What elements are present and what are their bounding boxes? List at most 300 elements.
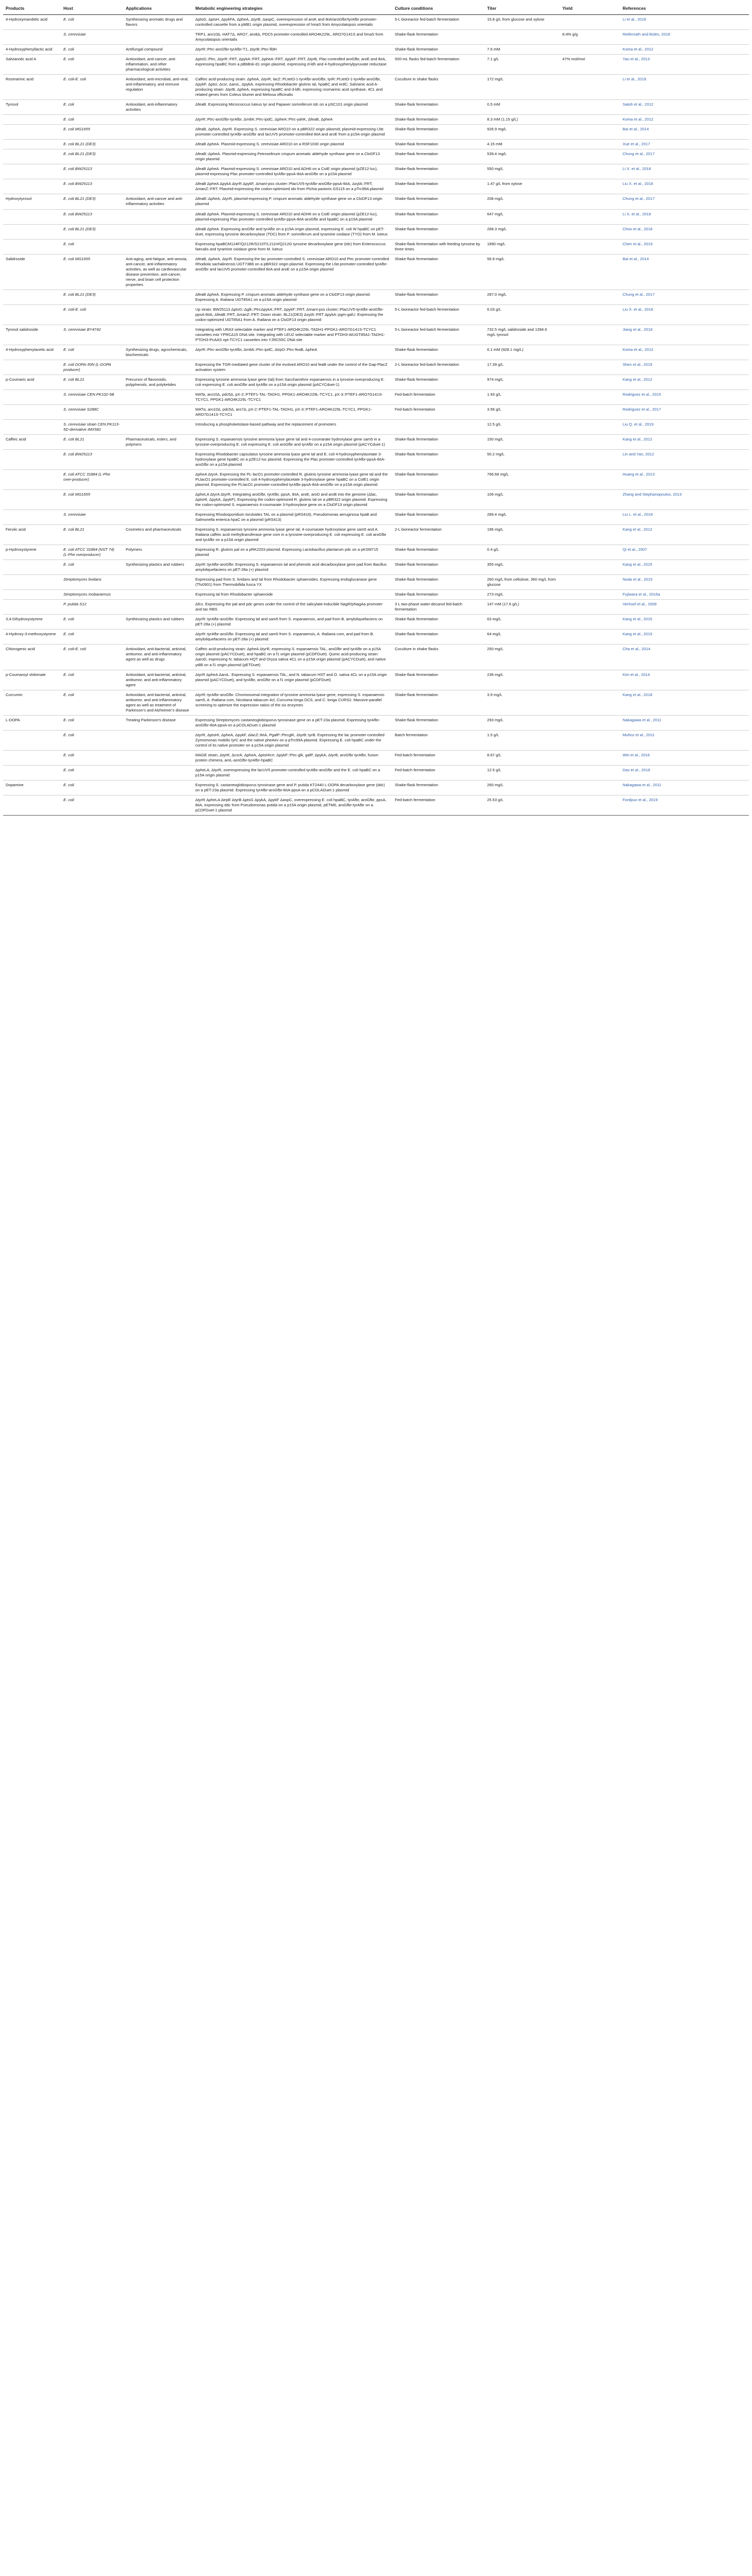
titer-cell: 56.9 mg/L bbox=[484, 254, 560, 290]
table-row bbox=[3, 780, 749, 795]
strategy-cell: ΔfeaB ΔpheA. Expressing P. crispum aromatic aldehyde synthase gene on a CloDF13 origin plasmid. Expressing A. thaliana UGT85A1 on a p15A origin plasmid bbox=[193, 290, 392, 304]
reference-cell[interactable]: Li et al., 2016 bbox=[620, 15, 749, 30]
table-row bbox=[3, 600, 749, 615]
product-cell: Dopamine bbox=[3, 780, 61, 795]
reference-cell[interactable]: Rodriguez et al., 2017 bbox=[620, 404, 749, 419]
titer-cell: 1.47 g/L from xylose bbox=[484, 179, 560, 194]
culture-cell: Shake-flask fermentation bbox=[392, 435, 484, 450]
table-row bbox=[3, 375, 749, 389]
product-cell bbox=[3, 239, 61, 254]
strategy-cell: ΔfeaB. Expressing Micrococcus luteus tyr and Papaver somniferum tdc on a pSC101 origin plasmid bbox=[193, 100, 392, 115]
yield-cell bbox=[560, 590, 620, 600]
applications-cell: Antioxidant, anti-bacterial, antiviral, antitumor, and anti-inflammatory agent as well as drugs bbox=[123, 645, 193, 670]
reference-cell[interactable]: Verhoef et al., 2009 bbox=[620, 600, 749, 615]
yield-cell bbox=[560, 75, 620, 100]
yield-cell bbox=[560, 645, 620, 670]
reference-cell[interactable]: Kang et al., 2012 bbox=[620, 525, 749, 545]
yield-cell bbox=[560, 209, 620, 224]
product-cell bbox=[3, 224, 61, 239]
applications-cell bbox=[123, 30, 193, 45]
product-cell: Hydroxytyrosol bbox=[3, 194, 61, 209]
culture-cell: Shake-flask fermentation bbox=[392, 254, 484, 290]
strategy-cell: Caffeic acid-producing strain: ΔpheA, ΔtyrR, lacZ::PLtetO-1-tyrAfbr-aroGfbr, tyrR::PLtetO-1-tyrAfbr-aroGfbr, ΔpykF, ΔptsI, Δcsr, ΔaroL, ΔpykA, expressing Rhodobacter glutinis tal, hpaBC and erdC; Salvianic acid A-producing strain: ΔtyrB, ΔpheA, expressing hpaBC and d-ldh; expressing rosmarinic acid synthase, 4CL and related genes from Coleus blumei and Melissa officinalis bbox=[193, 75, 392, 100]
yield-cell bbox=[560, 100, 620, 115]
strategy-cell: ΔtyrR::tyrAfbr-aroGfbr. Expressing tal and sam5 from S. espanaensis, A. thaliana com, and pad from B. amyloliquefaciens on pET-28a (+) plasmid bbox=[193, 630, 392, 645]
culture-cell: Shake-flask fermentation bbox=[392, 194, 484, 209]
header-host: Host bbox=[61, 3, 123, 15]
product-cell bbox=[3, 125, 61, 140]
reference-cell[interactable]: Bai et al., 2014 bbox=[620, 125, 749, 140]
reference-cell[interactable]: Liu X. et al., 2018 bbox=[620, 304, 749, 325]
table-row bbox=[3, 389, 749, 404]
applications-cell bbox=[123, 149, 193, 164]
strategy-cell: ΔfeaB ΔpheA ΔpykA ΔtyrR ΔpykF, ΔmanI-pss cluster::PlacUV5-tyrAfbr-aroGfbr-ppsA-tktA, ΔxylA::FRT, ΔmanZ::FRT. Plasmid-expressing the codon-optimized ido from Pichia pastoris GS115 on a pTrc99A plasmid bbox=[193, 179, 392, 194]
strategy-cell: ΔfeaB ΔpheA. Plasmid-expressing S. cerevisiae ARO10 and ADH6 on a CoIE origin plasmid (pZE12-luc), plasmid-expressing Plac promoter-controlled tyrAfbr-ppsA-tktA-aroGfbr on a p15A plasmid bbox=[193, 164, 392, 179]
product-cell bbox=[3, 149, 61, 164]
applications-cell bbox=[123, 140, 193, 149]
strategy-cell: ΔtyrR::Ptrc-aroGfbr-tyrAfbr, ΔmtlA::Ptrc-ipdC, ΔtrpD::Ptrc-feaB, ΔpheA bbox=[193, 345, 392, 360]
reference-cell[interactable]: Huang et al., 2013 bbox=[620, 470, 749, 490]
titer-cell: 50.2 mg/L bbox=[484, 450, 560, 470]
titer-cell: 172 mg/L bbox=[484, 75, 560, 100]
table-row bbox=[3, 750, 749, 765]
strategy-cell: ΔtyrR::tyrAfbr-aroGfbr. Expressing S. espanaensis tal and phenolic acid decarboxylase gene pad from Bacillus amyloliquefaciens on pET-28a (+) plasmid bbox=[193, 560, 392, 575]
yield-cell bbox=[560, 490, 620, 510]
titer-cell: 287.0 mg/L bbox=[484, 290, 560, 304]
culture-cell: Coculture in shake flasks bbox=[392, 645, 484, 670]
yield-cell bbox=[560, 254, 620, 290]
product-cell bbox=[3, 600, 61, 615]
strategy-cell: ΔptsG, ΔptsH, ΔpykFA, ΔpheA, ΔtyrB, ΔaspC, overexpression of aroK and tktA/aroGfbr/tyrAfbr promoter-controlled cassette from a pMB1 origin plasmid, overexpression of hmaS from Amycolatopsis orientalis bbox=[193, 15, 392, 30]
titer-cell: 12.5 g/L bbox=[484, 765, 560, 780]
applications-cell: Cosmetics and pharmaceuticals bbox=[123, 525, 193, 545]
strategy-cell: ΔtyrR::tyrAfbr-aroGfbr. Chromosomal integration of tyrosine ammonia lyase gene, expressing S. espanaensis sam5, A. thaliana com, Nicotiana tabacum 4cl, Curcuma longa DCS, and C. longa CURS2. Massive-parallel screening to optimize the expression ratios of the six enzymes bbox=[193, 690, 392, 715]
yield-cell: 47% mol/mol bbox=[560, 55, 620, 75]
strategy-cell: Expressing tyrosine ammonia lyase gene (tal) from Saccharothrix espanaensis in a tyrosine-overproducing E. coli expressing E. coli aroGfbr and tyrAfbr on a p15A origin plasmid (pACYCduet-1) bbox=[193, 375, 392, 389]
strategy-cell: Expressing the TGR-mediated gene cluster of the evolved ARO10 and feaB under the control of the Gap-PlacZ activation system bbox=[193, 360, 392, 375]
applications-cell bbox=[123, 164, 193, 179]
table-row bbox=[3, 645, 749, 670]
table-row bbox=[3, 419, 749, 434]
culture-cell: Shake-flask fermentation bbox=[392, 615, 484, 630]
reference-cell[interactable]: Xue et al., 2017 bbox=[620, 140, 749, 149]
reference-cell[interactable]: Bai et al., 2014 bbox=[620, 254, 749, 290]
reference-cell[interactable]: Koma et al., 2012 bbox=[620, 45, 749, 55]
table-row bbox=[3, 690, 749, 715]
strategy-cell: ΔtyrR::tyrAfbr-aroGfbr. Expressing tal and sam5 from S. espanaensis, and pad from B. amyloliquefaciens on pET-28a (+) plasmid bbox=[193, 615, 392, 630]
titer-cell: 766.68 mg/L bbox=[484, 470, 560, 490]
applications-cell bbox=[123, 419, 193, 434]
table-row bbox=[3, 615, 749, 630]
titer-cell: 7.1 g/L bbox=[484, 55, 560, 75]
culture-cell: 2-L bioreactor fed-batch fermentation bbox=[392, 360, 484, 375]
reference-cell[interactable]: Fordjour et al., 2019 bbox=[620, 795, 749, 815]
reference-cell[interactable]: Zhang and Stephanopoulos, 2013 bbox=[620, 490, 749, 510]
host-cell: E. coli BL21 (DE3) bbox=[61, 140, 123, 149]
culture-cell: Shake-flask fermentation bbox=[392, 209, 484, 224]
table-row bbox=[3, 590, 749, 600]
culture-cell: Shake-flask fermentation bbox=[392, 45, 484, 55]
table-row bbox=[3, 435, 749, 450]
strategy-cell: ΔpheA ΔtyrA. Expressing the PL-lacO1 promoter-controlled R. glutinis tyrosine ammonia lyase gene tal and the PLlacO1 promoter-controlled E. coli 4-hydroxyphenylacetate 3-hydroxylase gene hpaBC on a ColE1 origin plasmid. Expressing the PLlacO1 promoter-controlled tyrAfbr-ppsA-tktA-aroGfbr on a p15A origin plasmid bbox=[193, 470, 392, 490]
reference-cell[interactable]: Fujiwara et al., 2016a bbox=[620, 590, 749, 600]
host-cell: Streptomyces mobaraensis bbox=[61, 590, 123, 600]
header-references: References bbox=[620, 3, 749, 15]
culture-cell: 500-mL flasks fed-batch fermentation bbox=[392, 55, 484, 75]
product-cell: 4-Hydroxyphenylacetic acid bbox=[3, 345, 61, 360]
table-page bbox=[0, 0, 752, 816]
strategy-cell: ΔfeaB::ΔpheA. Plasmid-expressing Petroselinum crispum aromatic aldehyde synthase gene on a CloDF13 origin plasmid bbox=[193, 149, 392, 164]
titer-cell: 64 mg/L bbox=[484, 630, 560, 645]
applications-cell: Antioxidant, anti-inflammatory activities bbox=[123, 100, 193, 115]
reference-cell[interactable]: Choo et al., 2018 bbox=[620, 224, 749, 239]
culture-cell: Shake-flask fermentation bbox=[392, 345, 484, 360]
host-cell: S. cerevisiae bbox=[61, 510, 123, 525]
reference-cell[interactable]: Cha et al., 2014 bbox=[620, 645, 749, 670]
applications-cell: Synthesizing plastics and rubbers bbox=[123, 560, 193, 575]
yield-cell bbox=[560, 179, 620, 194]
product-cell bbox=[3, 575, 61, 590]
yield-cell bbox=[560, 690, 620, 715]
reference-cell[interactable]: Liu Q. et al., 2019 bbox=[620, 419, 749, 434]
host-cell: E. coli MG1655 bbox=[61, 490, 123, 510]
product-cell bbox=[3, 30, 61, 45]
table-row bbox=[3, 100, 749, 115]
yield-cell bbox=[560, 795, 620, 815]
culture-cell: Shake-flask fermentation bbox=[392, 224, 484, 239]
titer-cell: 63 mg/L bbox=[484, 615, 560, 630]
host-cell: E. coli-E. coli bbox=[61, 645, 123, 670]
reference-cell[interactable]: Nakagawa et al., 2011 bbox=[620, 715, 749, 730]
header-titer: Titer bbox=[484, 3, 560, 15]
yield-cell bbox=[560, 375, 620, 389]
titer-cell: 1.93 g/L bbox=[484, 389, 560, 404]
reference-cell[interactable]: Chung et al., 2017 bbox=[620, 149, 749, 164]
host-cell: E. coli ATCC 31884 (NST 74) (L-Phe overproducer) bbox=[61, 545, 123, 560]
yield-cell bbox=[560, 715, 620, 730]
strategy-cell: Expressing Rhodosporidium toruloides TAL on a plasmid (pRS416), Pseudomonas aeruginosa hpaB and Salmonella enterica hpaC on a plasmid (pRS413) bbox=[193, 510, 392, 525]
strategy-cell: ΔptsG::Ptrc, ΔtyrR::FRT, ΔpykA::FRT, ΔpheA::FRT, ΔpykF::FRT, ΔtyrB, Plac-controlled aroGfbr, aroE and tktA, expressing hpaBC from a pBbBsk-d1 origin plasmid, expressing d-ldh and 4-hydroxyphenylpyruvate reductase bbox=[193, 55, 392, 75]
applications-cell bbox=[123, 125, 193, 140]
host-cell: E. coli MG1655 bbox=[61, 125, 123, 140]
yield-cell bbox=[560, 510, 620, 525]
titer-cell: 6.03 g/L bbox=[484, 304, 560, 325]
reference-cell[interactable]: Shen et al., 2019 bbox=[620, 360, 749, 375]
host-cell: S. cerevisiae bbox=[61, 30, 123, 45]
table-row bbox=[3, 325, 749, 345]
titer-cell bbox=[484, 30, 560, 45]
host-cell: E. coli BL21 (DE3) bbox=[61, 194, 123, 209]
product-cell bbox=[3, 510, 61, 525]
titer-cell: 236 mg/L bbox=[484, 670, 560, 690]
titer-cell: 250 mg/L bbox=[484, 645, 560, 670]
host-cell: S. cerevisiae CEN.PK102-5B bbox=[61, 389, 123, 404]
strategy-cell: ΔfeaB, ΔpheA, ΔtyrR. Expressing S. cerevisiae ARO10 on a pBR322 origin plasmid; plasmid-expressing Lfat promoter-controlled tyrAfbr-aroGfbr and lacUV5 promoter-controlled tktA and aroE from a p15A origin plasmid bbox=[193, 125, 392, 140]
reference-cell[interactable]: Li et al., 2019 bbox=[620, 75, 749, 100]
titer-cell: 355 mg/L bbox=[484, 560, 560, 575]
reference-cell[interactable]: Lin and Yan, 2012 bbox=[620, 450, 749, 470]
yield-cell bbox=[560, 45, 620, 55]
titer-cell: 550 mg/L bbox=[484, 164, 560, 179]
titer-cell: 647 mg/L bbox=[484, 209, 560, 224]
table-row bbox=[3, 470, 749, 490]
product-cell: 4-Hydroxymandelic acid bbox=[3, 15, 61, 30]
reference-cell[interactable]: Koma et al., 2012 bbox=[620, 345, 749, 360]
culture-cell: Shake-flask fermentation bbox=[392, 179, 484, 194]
yield-cell bbox=[560, 239, 620, 254]
titer-cell: 196 mg/L bbox=[484, 525, 560, 545]
table-row bbox=[3, 149, 749, 164]
yield-cell bbox=[560, 304, 620, 325]
titer-cell: 6.1 mM (928.1 mg/L) bbox=[484, 345, 560, 360]
strategy-cell: ΔtyrR ΔpheLA ΔtrpE ΔtyrB ΔptsG ΔpykA, ΔpykF ΔaspC, overexpressing E. coli hpaBC, tyrAfbr, aroGfbr, ppsA, tktA, expressing ddc from Pseudomonas putida on a p15A origin plasmid, pETM6, aroGfbr-tyrAfbr on a pCDFDuet-1 plasmid bbox=[193, 795, 392, 815]
product-cell: Salidroside bbox=[3, 254, 61, 290]
reference-cell[interactable]: Noda et al., 2015 bbox=[620, 575, 749, 590]
product-cell: p-Hydroxystyrene bbox=[3, 545, 61, 560]
culture-cell: Shake-flask fermentation bbox=[392, 670, 484, 690]
reference-cell[interactable]: Chen et al., 2019 bbox=[620, 239, 749, 254]
host-cell: E. coli BW25113 bbox=[61, 179, 123, 194]
host-cell: E. coli bbox=[61, 715, 123, 730]
strategy-cell: Expressing R. glutinis pal on a pRK2203 plasmid. Expressing Lactobacillus plantarum pdc on a pKSM715 plasmid bbox=[193, 545, 392, 560]
host-cell: S. cerevisiae S288C bbox=[61, 404, 123, 419]
applications-cell bbox=[123, 795, 193, 815]
host-cell: E. coli bbox=[61, 115, 123, 125]
table-row bbox=[3, 209, 749, 224]
applications-cell bbox=[123, 590, 193, 600]
applications-cell bbox=[123, 765, 193, 780]
culture-cell: Shake-flask fermentation bbox=[392, 30, 484, 45]
culture-cell: Shake-flask fermentation bbox=[392, 290, 484, 304]
table-row bbox=[3, 765, 749, 780]
host-cell: E. coli BL21 bbox=[61, 375, 123, 389]
reference-cell[interactable]: Jiang et al., 2018 bbox=[620, 325, 749, 345]
strategy-cell: MAGE strain, ΔtyrR, ΔcsrA, ΔpheA, ΔptsHIcrr, ΔpykF::Ptrc-glk, galP, ΔpykA, ΔtyrB, aroGfbr tyrAfbr, fusion protein chimera, aroL-aroGfbr-tyrAfbr-hpaBC bbox=[193, 750, 392, 765]
host-cell: E. coli bbox=[61, 780, 123, 795]
table-row bbox=[3, 15, 749, 30]
culture-cell: Shake-flask fermentation bbox=[392, 149, 484, 164]
culture-cell: Shake-flask fermentation bbox=[392, 164, 484, 179]
applications-cell bbox=[123, 470, 193, 490]
culture-cell: 5-L bioreactor fed-batch fermentation bbox=[392, 15, 484, 30]
product-cell bbox=[3, 304, 61, 325]
reference-cell[interactable]: Liu X. et al., 2018 bbox=[620, 179, 749, 194]
product-cell: Ferulic acid bbox=[3, 525, 61, 545]
product-cell bbox=[3, 164, 61, 179]
culture-cell: Shake-flask fermentation bbox=[392, 125, 484, 140]
culture-cell: Shake-flask fermentation bbox=[392, 690, 484, 715]
applications-cell: Antioxidant, anti-bacterial, antiviral, antitumor, and anti-inflammatory agent bbox=[123, 670, 193, 690]
host-cell: E. coli bbox=[61, 345, 123, 360]
yield-cell bbox=[560, 615, 620, 630]
applications-cell: Antioxidant, anti-cancer, anti-inflammation, and other pharmacological activities bbox=[123, 55, 193, 75]
applications-cell bbox=[123, 209, 193, 224]
host-cell: E. coli bbox=[61, 750, 123, 765]
reference-cell[interactable]: Das et al., 2018 bbox=[620, 765, 749, 780]
product-cell bbox=[3, 140, 61, 149]
yield-cell bbox=[560, 435, 620, 450]
product-cell bbox=[3, 290, 61, 304]
yield-cell: 8.4% g/g bbox=[560, 30, 620, 45]
culture-cell: Shake-flask fermentation with feeding tyrosine by three times bbox=[392, 239, 484, 254]
strategy-cell: ΔpheLA, ΔtyrR, overexpressing the lacUV5 promoter-controlled tyrAfbr-aroGfbr and the E. coli hpaBC on a p15A origin plasmid bbox=[193, 765, 392, 780]
applications-cell: Synthesizing plastics and rubbers bbox=[123, 615, 193, 630]
reference-cell[interactable]: Chung et al., 2017 bbox=[620, 194, 749, 209]
reference-cell[interactable]: Reifenrath and Boles, 2018 bbox=[620, 30, 749, 45]
product-cell bbox=[3, 360, 61, 375]
product-cell: p-Coumaric acid bbox=[3, 375, 61, 389]
table-row bbox=[3, 140, 749, 149]
header-applications: Applications bbox=[123, 3, 193, 15]
host-cell: E. coli bbox=[61, 55, 123, 75]
host-cell: P. putida S12 bbox=[61, 600, 123, 615]
table-row bbox=[3, 715, 749, 730]
titer-cell: 1890 mg/L bbox=[484, 239, 560, 254]
yield-cell bbox=[560, 670, 620, 690]
applications-cell: Antioxidant, anti-microbial, anti-viral, anti-inflammatory, and immune regulation bbox=[123, 75, 193, 100]
strategy-cell: MATα, aro10Δ, pdc5Δ, aro7Δ, pX-2::PTEF1-TAL-TADH1, pX-3::PTEF1-ARO4K229L-TCYC1, PPGK1-ARO7G141S-TCYC1 bbox=[193, 404, 392, 419]
applications-cell bbox=[123, 510, 193, 525]
titer-cell: 732.5 mg/L salidroside and 1394.6 mg/L tyrosol bbox=[484, 325, 560, 345]
table-row bbox=[3, 30, 749, 45]
strategy-cell: Expressing hpaBCM124F/Q212R/S210T/L211H/Q212G tyrosine decarboxylase gene (tdc) from Enterococcus faecalis and tyramine oxidase gene from M. luteus bbox=[193, 239, 392, 254]
reference-cell[interactable]: Qi et al., 2007 bbox=[620, 545, 749, 560]
table-row bbox=[3, 115, 749, 125]
reference-cell[interactable]: Kang et al., 2018 bbox=[620, 690, 749, 715]
host-cell: E. coli BL21 (DE3) bbox=[61, 224, 123, 239]
strategy-cell: ΔfeaB, ΔpheA, ΔtyrR. Expressing the lac promoter-controlled S. cerevisiae ARO10 and Ptrc promoter-controlled Rhodiola sachalinensis UGT73B6 on a pBR322 origin plasmid. Expressing the Lfat promoter-controlled tyrAfbr-aroGfbr and lacUV5 promoter-controlled tktA and aroE on a p15A origin plasmid bbox=[193, 254, 392, 290]
table-row bbox=[3, 304, 749, 325]
host-cell: E. coli BW25113 bbox=[61, 164, 123, 179]
product-cell: Caffeic acid bbox=[3, 435, 61, 450]
product-cell: Rosmarinic acid bbox=[3, 75, 61, 100]
host-cell: E. coli BW25113 bbox=[61, 450, 123, 470]
strategy-cell: Caffeic acid-producing strain: ΔpheA ΔtyrR, expressing S. espanaensis TAL, aroGfbr and tyrAfbr on a p15A origin plasmid (pACYCDuet), and hpaBC on a f1 origin plasmid (pCDFDuet). Quinic acid-producing strain: ΔaroD, expressing N. tabacum HQT and Oryza sativa 4CL on a p15A origin plasmid (pACYCDuet), and native ydiB on a f1 origin plasmid (pETDuet) bbox=[193, 645, 392, 670]
host-cell: E. coli bbox=[61, 630, 123, 645]
product-cell: Chlorogenic acid bbox=[3, 645, 61, 670]
reference-cell[interactable]: Kang et al., 2015 bbox=[620, 615, 749, 630]
reference-cell[interactable]: Muñoz et al., 2011 bbox=[620, 730, 749, 750]
yield-cell bbox=[560, 545, 620, 560]
product-cell: Tyrosol salidroside bbox=[3, 325, 61, 345]
applications-cell bbox=[123, 750, 193, 765]
reference-cell[interactable]: Nakagawa et al., 2011 bbox=[620, 780, 749, 795]
titer-cell: 15.8 g/L from glucose and xylose bbox=[484, 15, 560, 30]
yield-cell bbox=[560, 115, 620, 125]
yield-cell bbox=[560, 575, 620, 590]
titer-cell: 273 mg/L bbox=[484, 590, 560, 600]
culture-cell: Fed-batch fermentation bbox=[392, 389, 484, 404]
applications-cell: Polymers bbox=[123, 545, 193, 560]
titer-cell: 147 mM (17.6 g/L) bbox=[484, 600, 560, 615]
product-cell bbox=[3, 765, 61, 780]
titer-cell: 150 mg/L bbox=[484, 435, 560, 450]
reference-cell[interactable]: Kim et al., 2014 bbox=[620, 670, 749, 690]
applications-cell: Anti-aging, anti-fatigue, anti-anoxia, anti-cancer, anti-inflammatory activities, as well as cardiovascular disease prevention, anti-cancer, nerve, and brain cell protection properties bbox=[123, 254, 193, 290]
titer-cell: 106 mg/L bbox=[484, 490, 560, 510]
applications-cell bbox=[123, 730, 193, 750]
strategy-cell: Expressing Streptomyces castaneoglobisporus tyrosinase gene on a pET-23a plasmid. Expressing tyrAfbr-aroGfbr-tktA-ppsA on a pCOLADuet-1 plasmid bbox=[193, 715, 392, 730]
reference-cell[interactable]: Li X. et al., 2018 bbox=[620, 209, 749, 224]
yield-cell bbox=[560, 404, 620, 419]
table-row bbox=[3, 55, 749, 75]
strategy-cell: Expressing S. castaneoglobisporus tyrosinase gene and P. putida KT2440 L-DOPA decarboxylase gene (ddc) on a pET-23a plasmid. Expressing tyrAfbr-aroGfbr-tktA-ppsA on a pCOLADuet-1 plasmid bbox=[193, 780, 392, 795]
titer-cell: 7.6 mM bbox=[484, 45, 560, 55]
reference-cell[interactable]: Kang et al., 2012 bbox=[620, 375, 749, 389]
applications-cell bbox=[123, 360, 193, 375]
titer-cell: 974 mg/L bbox=[484, 375, 560, 389]
table-row bbox=[3, 670, 749, 690]
titer-cell: 8.67 g/L bbox=[484, 750, 560, 765]
culture-cell: 5-L bioreactor fed-batch fermentation bbox=[392, 325, 484, 345]
applications-cell: Precursor of flavonoids, polyphenols, and polyketides bbox=[123, 375, 193, 389]
yield-cell bbox=[560, 125, 620, 140]
yield-cell bbox=[560, 360, 620, 375]
culture-cell: 2-L bioreactor fermentation bbox=[392, 525, 484, 545]
host-cell: E. coli bbox=[61, 795, 123, 815]
applications-cell bbox=[123, 304, 193, 325]
applications-cell bbox=[123, 575, 193, 590]
header-products: Products bbox=[3, 3, 61, 15]
product-cell bbox=[3, 590, 61, 600]
reference-cell[interactable]: Kang et al., 2012 bbox=[620, 435, 749, 450]
strategy-cell: ΔfeaB::ΔpheA, ΔtyrR, plasmid-expressing P. crispum aromatic aldehyde synthase gene on a CloDF13 origin plasmid bbox=[193, 194, 392, 209]
reference-cell[interactable]: Koma et al., 2012 bbox=[620, 115, 749, 125]
host-cell: E. coli bbox=[61, 45, 123, 55]
reference-cell[interactable]: Kang et al., 2015 bbox=[620, 630, 749, 645]
yield-cell bbox=[560, 470, 620, 490]
product-cell: p-Coumaroyl shikimate bbox=[3, 670, 61, 690]
product-cell: 4-Hydroxy-3-methoxystyrene bbox=[3, 630, 61, 645]
reference-cell[interactable]: Satoh et al., 2012 bbox=[620, 100, 749, 115]
culture-cell: Shake-flask fermentation bbox=[392, 590, 484, 600]
culture-cell: Shake-flask fermentation bbox=[392, 450, 484, 470]
strategy-cell: Introducing a phosphoketolase-based pathway and the replacement of promoters bbox=[193, 419, 392, 434]
titer-cell: 25.53 g/L bbox=[484, 795, 560, 815]
yield-cell bbox=[560, 560, 620, 575]
yield-cell bbox=[560, 600, 620, 615]
table-row bbox=[3, 630, 749, 645]
yield-cell bbox=[560, 389, 620, 404]
table-row bbox=[3, 545, 749, 560]
strategy-cell: ΔfeaB ΔpheA. Plasmid-expressing S. cerevisiae ARO10 and ADH6 on a CoIE origin plasmid (pZE12-luc), plasmid-expressing Plac promoter-controlled tyrAfbr-ppsA-tktA-aroGfbr and hpaBC on a p15A plasmid bbox=[193, 209, 392, 224]
table-row bbox=[3, 795, 749, 815]
table-row bbox=[3, 360, 749, 375]
reference-cell[interactable]: Wei et al., 2016 bbox=[620, 750, 749, 765]
table-row bbox=[3, 254, 749, 290]
reference-cell[interactable]: Kang et al., 2015 bbox=[620, 560, 749, 575]
table-header-row bbox=[3, 3, 749, 15]
host-cell: E. coli DOPA-30N (L-DOPA producer) bbox=[61, 360, 123, 375]
reference-cell[interactable]: Yao et al., 2013 bbox=[620, 55, 749, 75]
yield-cell bbox=[560, 419, 620, 434]
host-cell: S. cerevisiae strain CEN.PK113-5D-derivative IMX581 bbox=[61, 419, 123, 434]
reference-cell[interactable]: Li X. et al., 2018 bbox=[620, 164, 749, 179]
culture-cell: Shake-flask fermentation bbox=[392, 545, 484, 560]
host-cell: E. coli bbox=[61, 239, 123, 254]
product-cell bbox=[3, 450, 61, 470]
culture-cell: Shake-flask fermentation bbox=[392, 140, 484, 149]
reference-cell[interactable]: Rodriguez et al., 2015 bbox=[620, 389, 749, 404]
reference-cell[interactable]: Chung et al., 2017 bbox=[620, 290, 749, 304]
titer-cell: 4.15 mM bbox=[484, 140, 560, 149]
product-cell bbox=[3, 179, 61, 194]
product-cell bbox=[3, 209, 61, 224]
culture-cell bbox=[392, 419, 484, 434]
reference-cell[interactable]: Liu L. et al., 2019 bbox=[620, 510, 749, 525]
table-row bbox=[3, 510, 749, 525]
yield-cell bbox=[560, 525, 620, 545]
